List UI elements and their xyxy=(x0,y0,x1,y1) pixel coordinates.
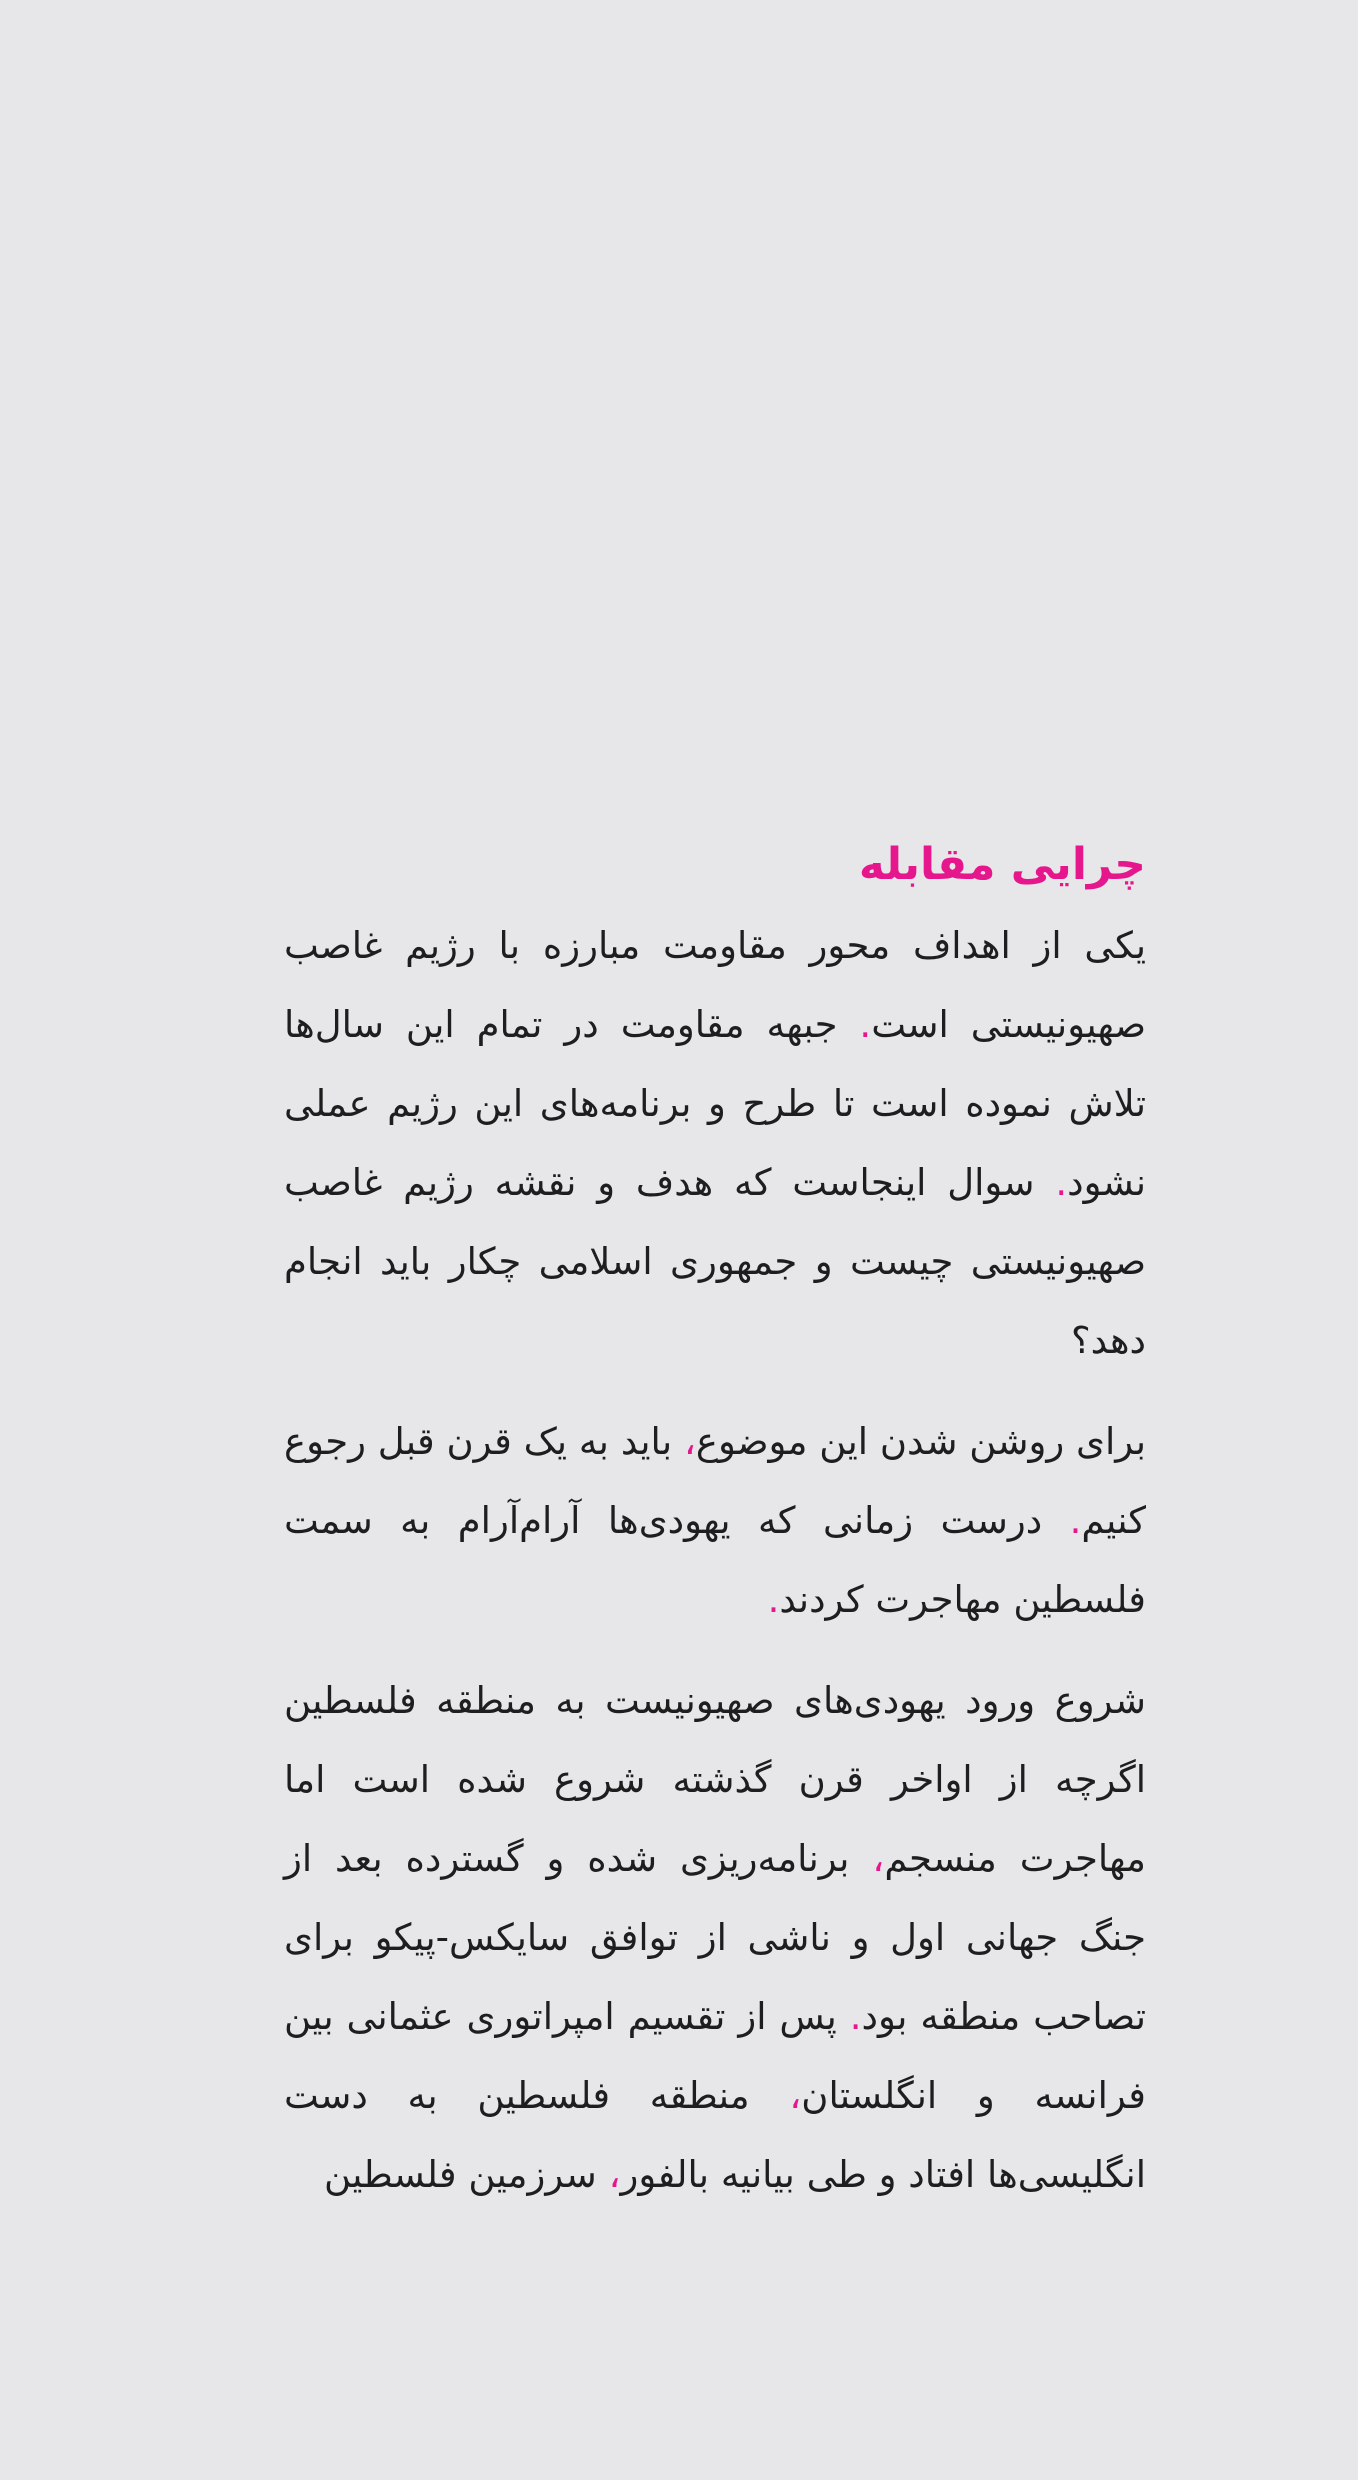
paragraph xyxy=(284,1661,1146,2214)
punctuation-mark: ، xyxy=(789,2074,802,2117)
text-segment: درست زمانی که یهودی‌ها آرام‌آرام به سمت فلسطین مهاجرت کردند xyxy=(284,1499,1146,1621)
text-segment: یکی از اهداف محور مقاومت مبارزه با رژیم غاصب صهیونیستی است xyxy=(284,924,1146,1046)
punctuation-mark: . xyxy=(1069,1499,1082,1542)
article-body xyxy=(284,830,1146,2236)
punctuation-mark: ، xyxy=(872,1837,885,1880)
text-segment: شروع ورود یهودی‌های صهیونیست به منطقه فلسطین اگرچه از اواخر قرن گذشته شروع شده است اما مهاجرت منسجم xyxy=(284,1679,1146,1880)
section-heading: چرایی مقابله xyxy=(858,839,1146,890)
paragraph xyxy=(284,1402,1146,1639)
punctuation-mark: . xyxy=(767,1578,780,1621)
text-segment: باید به یک قرن قبل رجوع کنیم xyxy=(284,1420,1146,1542)
paragraph xyxy=(284,906,1146,1380)
text-segment: سوال اینجاست که هدف و نقشه رژیم غاصب صهیونیستی چیست و جمهوری اسلامی چکار باید انجام دهد؟ xyxy=(284,1161,1146,1362)
punctuation-mark: . xyxy=(849,1995,862,2038)
punctuation-mark: ، xyxy=(608,2153,621,2196)
punctuation-mark: . xyxy=(859,1003,872,1046)
text-segment: برنامه‌ریزی شده و گسترده بعد از جنگ جهانی اول و ناشی از توافق سایکس-پیکو برای تصاحب منطقه بود xyxy=(284,1837,1146,2038)
text-segment: جبهه مقاومت در تمام این سال‌ها تلاش نموده است تا طرح و برنامه‌های این رژیم عملی نشود xyxy=(284,1003,1146,1204)
text-segment: برای روشن شدن این موضوع xyxy=(695,1420,1146,1463)
text-segment: پس از تقسیم امپراتوری عثمانی بین فرانسه و انگلستان xyxy=(284,1995,1146,2117)
text-segment: منطقه فلسطین به دست انگلیسی‌ها افتاد و طی بیانیه بالفور xyxy=(284,2074,1146,2196)
text-segment: سرزمین فلسطین xyxy=(323,2153,609,2196)
punctuation-mark: ، xyxy=(683,1420,696,1463)
punctuation-mark: . xyxy=(1055,1161,1068,1204)
